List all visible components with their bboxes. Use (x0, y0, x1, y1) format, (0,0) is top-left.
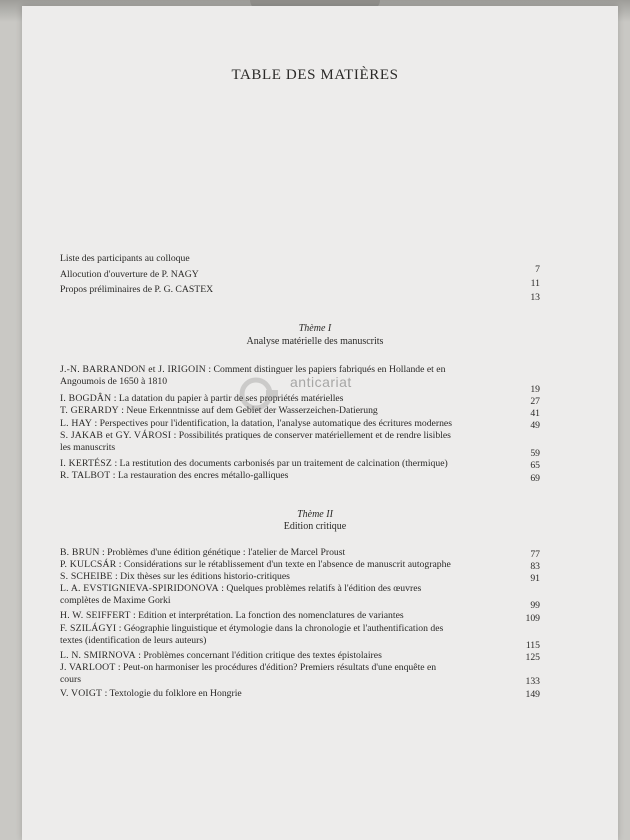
prelim-line: Propos préliminaires de P. G. CASTEX (60, 284, 214, 295)
entry-author: J.-N. BARRANDON et J. IRIGOIN (60, 364, 206, 375)
toc-entry (60, 610, 530, 622)
entry-page: 125 (525, 652, 540, 663)
entry-title: : La restitution des documents carbonisés par un traitement de calcination (thermique) (112, 458, 448, 469)
entry-title: : Comment distinguer les papiers fabriqués en Hollande et en (206, 364, 446, 375)
entry-author: J. VARLOOT (60, 662, 116, 673)
entry-title-cont: Angoumois de 1650 à 1810 (60, 375, 168, 387)
entry-page: 133 (525, 676, 540, 687)
entry-title: : Neue Erkenntnisse auf dem Gebiet der Wasserzeichen-Datierung (118, 405, 378, 416)
theme-label: Thème I (298, 323, 332, 334)
toc-entry (60, 405, 530, 417)
entry-title: : Possibilités pratiques de conserver matériellement et de rendre lisibles (171, 430, 451, 441)
toc-entry (60, 583, 530, 606)
entry-title-cont: les manuscrits (60, 441, 116, 453)
entry-page: 27 (530, 396, 540, 407)
entry-author: I. KERTÉSZ (60, 458, 113, 469)
entry-author: P. KULCSÁR (60, 559, 117, 570)
toc-entry (60, 547, 530, 559)
prelim-page: 11 (530, 278, 540, 289)
toc-entry (60, 662, 530, 685)
entry-title: : Géographie linguistique et étymologie dans la chronologie et l'authentification des (116, 623, 444, 634)
entry-title: : Peut-on harmoniser les procédures d'édition? Premiers résultats d'une enquête en (115, 662, 437, 673)
entry-page: 49 (530, 420, 540, 431)
theme-label: Thème II (297, 509, 333, 520)
theme-subtitle: Edition critique (283, 521, 347, 532)
toc-entry (60, 623, 530, 646)
theme-subtitle: Analyse matérielle des manuscrits (246, 336, 384, 347)
entry-title: : La datation du papier à partir de ses propriétés matérielles (111, 393, 344, 404)
entry-title: : Considérations sur le rétablissement d'un texte en l'absence de manuscrit autographe (116, 559, 451, 570)
entry-page: 115 (525, 640, 540, 651)
prelim-page: 13 (530, 292, 540, 303)
entry-author: L. A. EVSTIGNIEVA-SPIRIDONOVA (60, 583, 219, 594)
entry-page: 69 (530, 473, 540, 484)
toc-entry (60, 430, 530, 453)
toc-entry (60, 458, 530, 470)
page-title: TABLE DES MATIÈRES (231, 67, 399, 83)
entry-title: : Edition et interprétation. La fonction des nomenclatures de variantes (130, 610, 404, 621)
entry-page: 65 (530, 460, 540, 471)
prelim-page: 7 (535, 264, 540, 275)
entry-page: 99 (530, 600, 540, 611)
entry-title-cont: cours (60, 673, 81, 685)
entry-author: T. GERARDY (60, 405, 119, 416)
entry-author: S. SCHEIBE (60, 571, 113, 582)
toc-entry (60, 393, 530, 405)
entry-author: V. VOIGT (60, 688, 103, 699)
toc-entry (60, 688, 530, 700)
entry-page: 19 (530, 384, 540, 395)
entry-author: L. HAY (60, 418, 93, 429)
entry-author: S. JAKAB et GY. VÁROSI (60, 430, 172, 441)
entry-page: 83 (530, 561, 540, 572)
entry-author: L. N. SMIRNOVA (60, 650, 136, 661)
entry-page: 41 (530, 408, 540, 419)
entry-page: 149 (525, 689, 540, 700)
toc-entry (60, 559, 530, 571)
entry-title: : La restauration des encres métallo-galliques (110, 470, 289, 481)
entry-author: R. TALBOT (60, 470, 111, 481)
prelim-line: Liste des participants au colloque (60, 253, 190, 264)
entry-title: : Problèmes d'une édition génétique : l'atelier de Marcel Proust (99, 547, 346, 558)
entry-page: 91 (530, 573, 540, 584)
entry-title: : Quelques problèmes relatifs à l'édition des œuvres (218, 583, 422, 594)
entry-page: 59 (530, 448, 540, 459)
entry-author: B. BRUN (60, 547, 100, 558)
entry-title-cont: textes (identification de leurs auteurs) (60, 634, 207, 646)
prelim-line: Allocution d'ouverture de P. NAGY (60, 269, 199, 280)
toc-entry (60, 418, 530, 430)
entry-author: F. SZILÁGYI (60, 623, 117, 634)
toc-entry (60, 650, 530, 662)
entry-title-cont: complètes de Maxime Gorki (60, 594, 171, 606)
toc-entry (60, 470, 530, 482)
entry-title: : Textologie du folklore en Hongrie (102, 688, 242, 699)
entry-page: 109 (525, 613, 540, 624)
entry-title: : Dix thèses sur les éditions historio-critiques (112, 571, 290, 582)
entry-title: : Problèmes concernant l'édition critique des textes épistolaires (135, 650, 382, 661)
toc-entry (60, 571, 530, 583)
entry-author: H. W. SEIFFERT (60, 610, 131, 621)
watermark-text: anticariat (290, 374, 352, 390)
entry-page: 77 (530, 549, 540, 560)
entry-title: : Perspectives pour l'identification, la datation, l'analyse automatique des écritures modernes (92, 418, 452, 429)
entry-author: I. BOGDÂN (60, 393, 112, 404)
